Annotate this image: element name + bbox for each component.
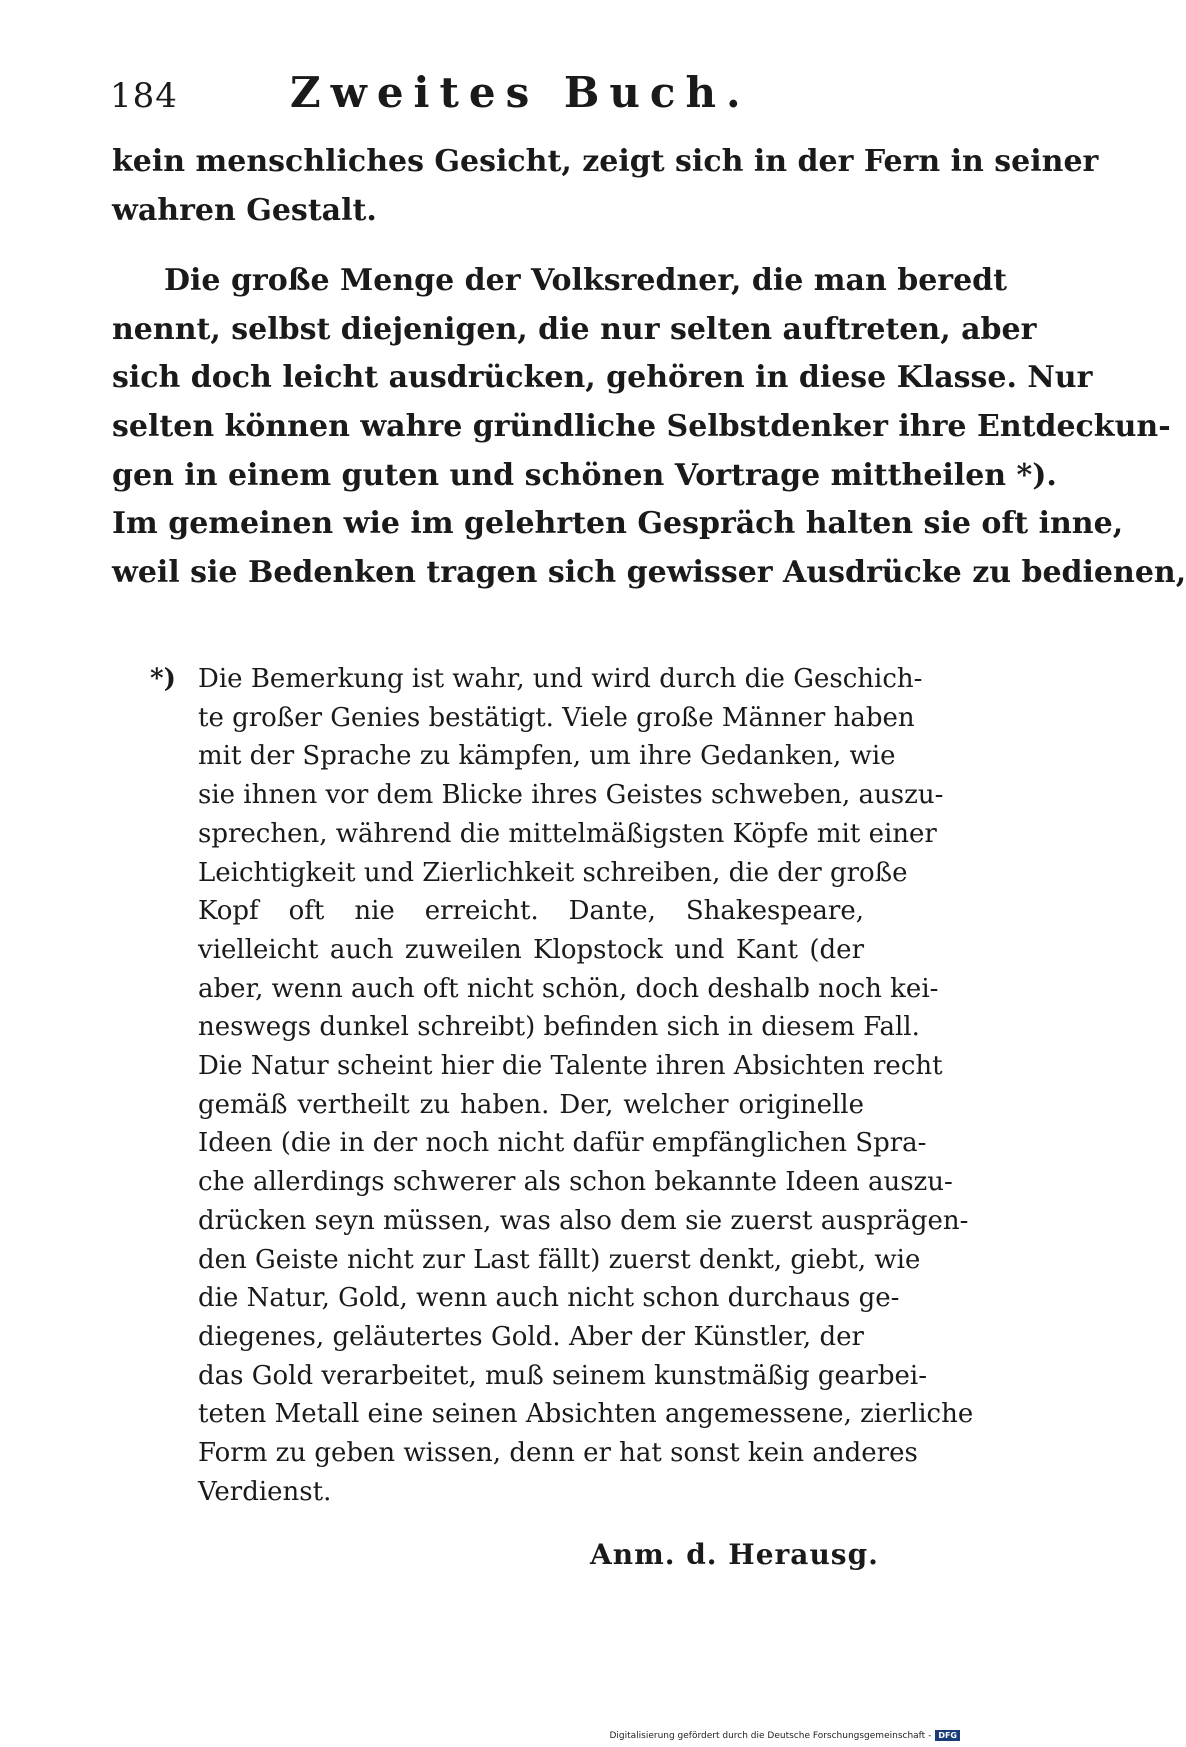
page-number: 184 — [110, 76, 178, 116]
paragraph-gap — [112, 235, 864, 257]
footnote-line: Ideen (die in der noch nicht dafür empfänglichen Spra- — [198, 1128, 927, 1159]
footnote-line: mit der Sprache zu kämpfen, um ihre Gedanken, wie — [198, 741, 896, 772]
footnote-marker: *) — [150, 664, 176, 694]
text-line: wahren Gestalt. — [112, 192, 377, 228]
text-line: kein menschliches Gesicht, zeigt sich in der Fern in seiner — [112, 144, 1099, 179]
footnote-line: die Natur, Gold, wenn auch nicht schon durchaus ge- — [198, 1283, 900, 1314]
footnote-line: vielleicht auch zuweilen Klopstock und Kant (der — [198, 934, 864, 965]
text-line: weil sie Bedenken tragen sich gewisser Ausdrücke zu bedienen, — [112, 554, 1186, 590]
editor-signature: Anm. d. Herausg. — [590, 1538, 879, 1571]
footnote-line: das Gold verarbeitet, muß seinem kunstmäßig gearbei- — [198, 1360, 927, 1391]
footnote-line: che allerdings schwerer als schon bekannte Ideen auszu- — [198, 1167, 953, 1198]
text-line: gen in einem guten und schönen Vortrage mittheilen *). — [112, 457, 1057, 493]
footnote-line: sie ihnen vor dem Blicke ihres Geistes schweben, auszu- — [198, 780, 944, 811]
footnote-line: Verdienst. — [198, 1476, 332, 1507]
main-text — [112, 138, 1186, 597]
footnote-line: Form zu geben wissen, denn er hat sonst kein anderes — [198, 1438, 918, 1469]
text-line: sich doch leicht ausdrücken, gehören in diese Klasse. Nur — [112, 360, 1093, 396]
digitization-credit — [609, 1730, 960, 1741]
dfg-logo-icon: DFG — [935, 1730, 960, 1741]
footnote-line: den Geiste nicht zur Last fällt) zuerst denkt, giebt, wie — [198, 1244, 921, 1275]
footnote-line: aber, wenn auch oft nicht schön, doch deshalb noch kei- — [198, 973, 939, 1004]
page-header — [110, 68, 890, 128]
footnote-line — [150, 660, 923, 699]
footnote-line: diegenes, geläutertes Gold. Aber der Künstler, der — [198, 1321, 864, 1352]
running-head: Zweites Buch. — [290, 68, 751, 117]
footnote-line-text: Die Bemerkung ist wahr, und wird durch die Geschich- — [198, 664, 923, 694]
footnote-line: Leichtigkeit und Zierlichkeit schreiben, die der große — [198, 857, 908, 888]
text-line: Im gemeinen wie im gelehrten Gespräch halten sie oft inne, — [112, 506, 1124, 542]
footnote-line: Die Natur scheint hier die Talente ihren Absichten recht — [198, 1051, 943, 1082]
footnote-line: gemäß vertheilt zu haben. Der, welcher originelle — [198, 1089, 864, 1120]
footnote-line: te großer Genies bestätigt. Viele große Männer haben — [198, 702, 915, 733]
text-line: Die große Menge der Volksredner, die man beredt — [164, 263, 1008, 299]
footnote-line: neswegs dunkel schreibt) befinden sich in diesem Fall. — [198, 1012, 920, 1043]
footnote-line: sprechen, während die mittelmäßigsten Köpfe mit einer — [198, 818, 937, 849]
footnote-line: Kopf oft nie erreicht. Dante, Shakespeare, — [198, 896, 864, 927]
text-line: selten können wahre gründliche Selbstdenker ihre Entdeckun- — [112, 408, 1171, 444]
footnote — [150, 660, 974, 1511]
footnote-line: teten Metall eine seinen Absichten angemessene, zierliche — [198, 1399, 974, 1430]
footnote-line: drücken seyn müssen, was also dem sie zuerst ausprägen- — [198, 1205, 969, 1236]
credit-text: Digitalisierung gefördert durch die Deutsche Forschungsgemeinschaft - — [609, 1730, 932, 1741]
text-line: nennt, selbst diejenigen, die nur selten auftreten, aber — [112, 311, 1037, 347]
